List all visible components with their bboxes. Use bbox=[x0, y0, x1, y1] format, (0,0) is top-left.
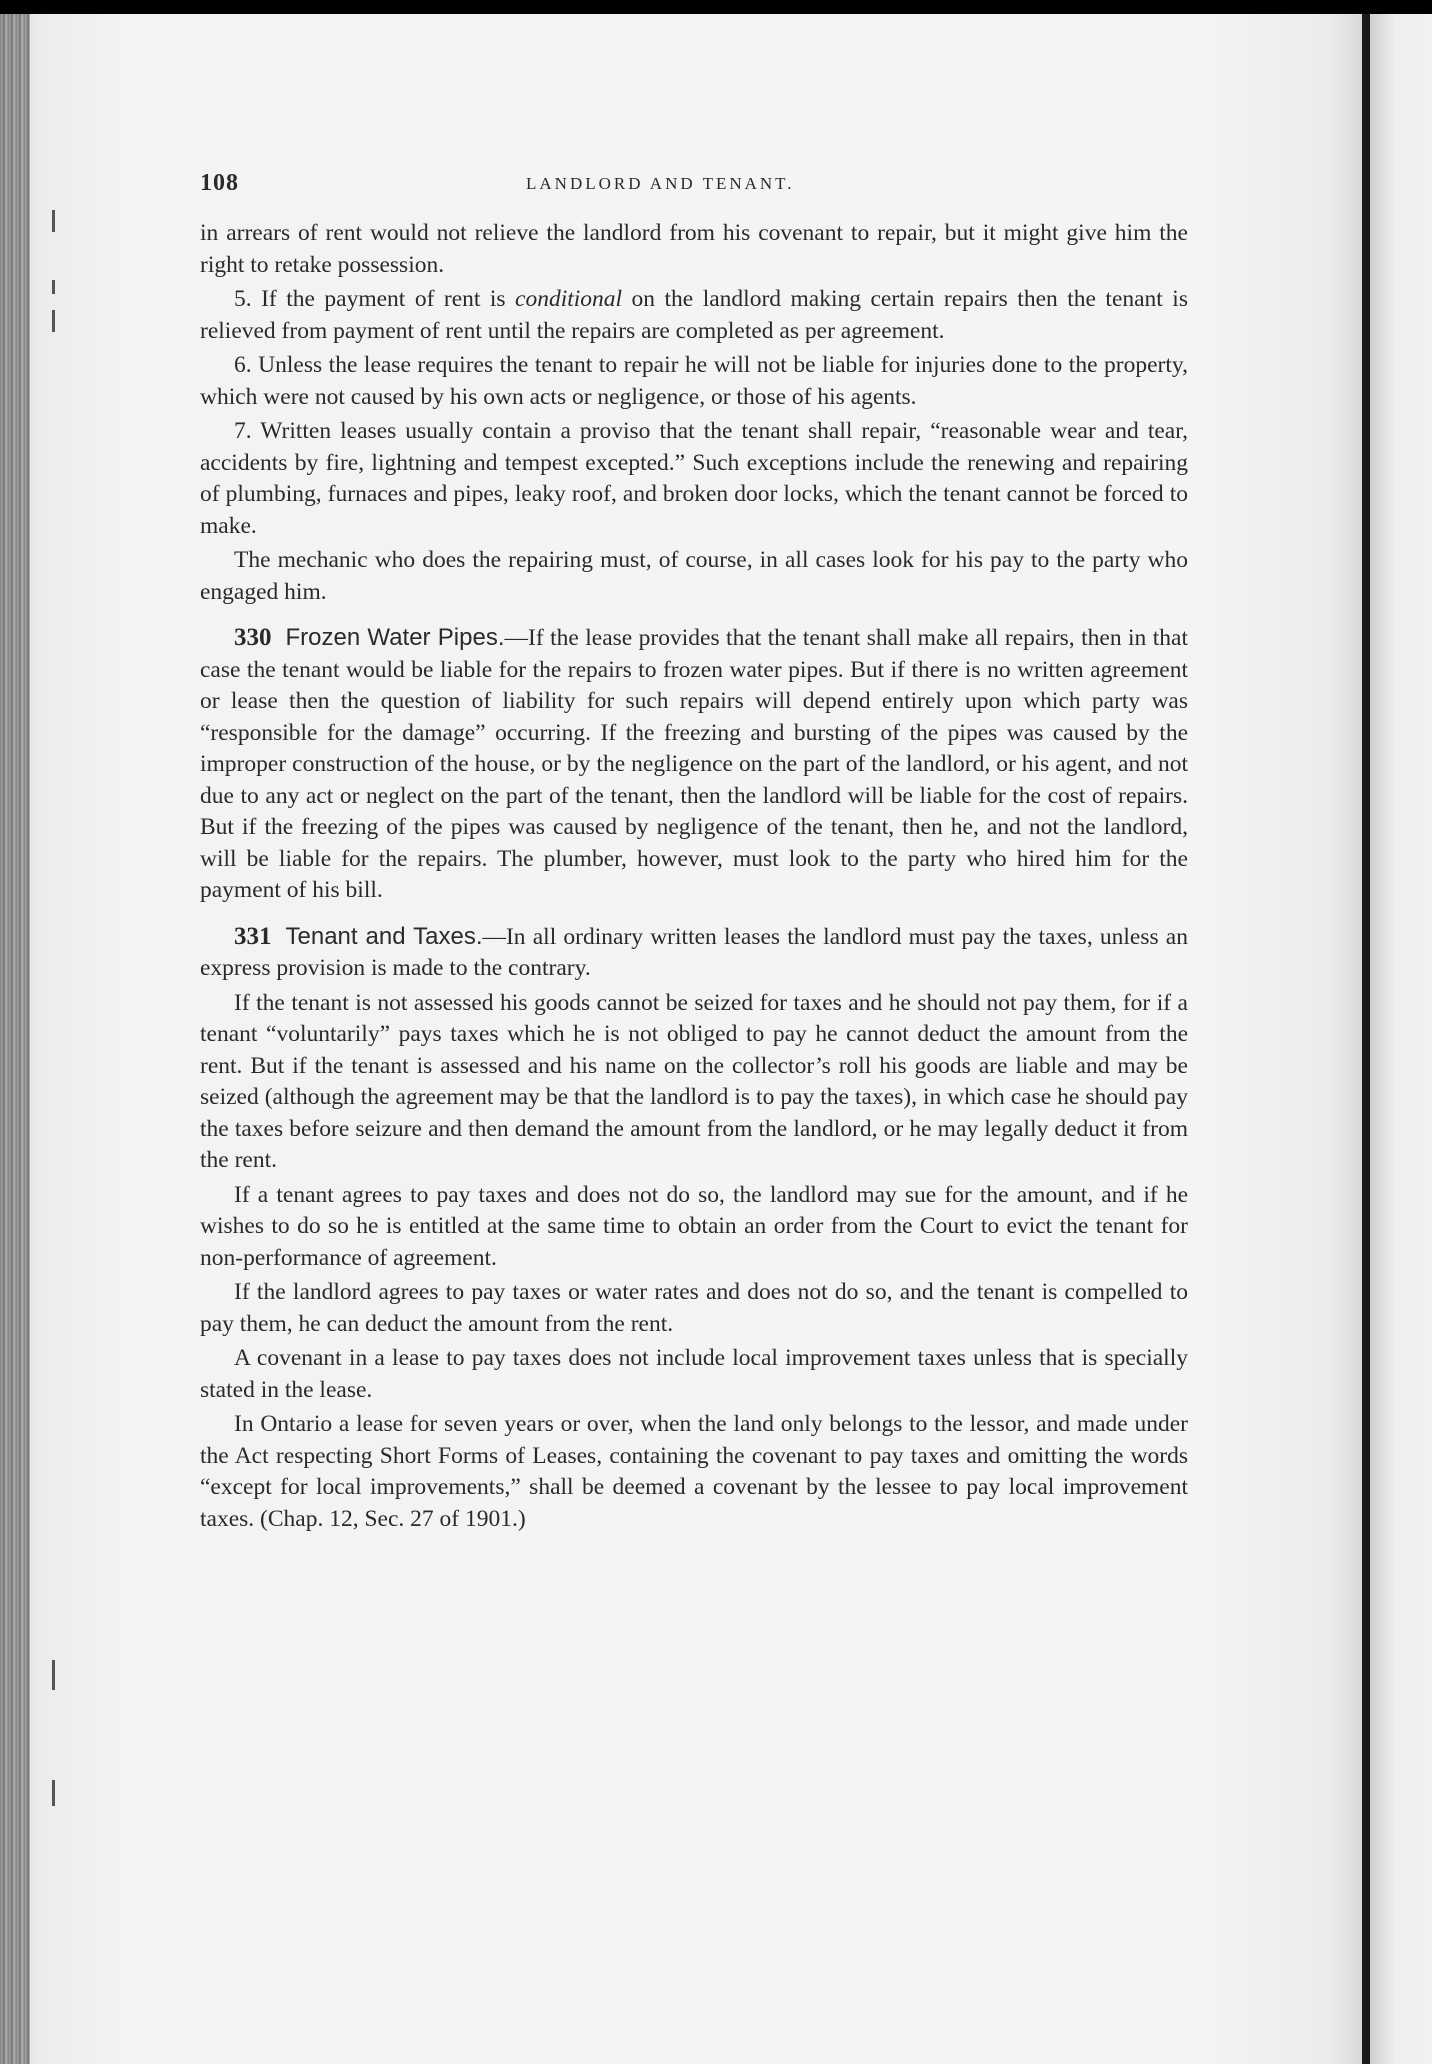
item-5-italic-term: conditional bbox=[515, 286, 623, 312]
section-330-title: Frozen Water Pipes. bbox=[285, 624, 505, 651]
page-number: 108 bbox=[200, 170, 239, 196]
paragraph-continuation: in arrears of rent would not relieve the landlord from his covenant to repair, but it might give him the right to retake possession. bbox=[200, 220, 1188, 278]
section-331-body: —In all ordinary written leases the landlord must pay the taxes, unless an express provision is made to the contrary. bbox=[200, 923, 1188, 981]
running-title: LANDLORD AND TENANT. bbox=[526, 174, 795, 193]
section-331-paragraph-4: A covenant in a lease to pay taxes does not include local improvement taxes unless that is specially stated in the lease. bbox=[200, 1345, 1188, 1403]
section-330-number: 330 bbox=[234, 624, 272, 651]
book-spine-edge bbox=[0, 14, 30, 2064]
section-331-paragraph-3: If the landlord agrees to pay taxes or water rates and does not do so, and the tenant is compelled to pay them, he can deduct the amount from the rent. bbox=[200, 1279, 1188, 1337]
page-text-block bbox=[200, 168, 1188, 1538]
section-331-paragraph-5: In Ontario a lease for seven years or over, when the land only belongs to the lessor, and made under the Act respecting Short Forms of Leases, containing the covenant to pay taxes and omitting the words “except for local improvements,” shall be deemed a covenant by the lessee to pay local improvement taxes. (Chap. 12, Sec. 27 of 1901.) bbox=[200, 1411, 1188, 1532]
paragraph-mechanic: The mechanic who does the repairing must, of course, in all cases look for his pay to the party who engaged him. bbox=[200, 547, 1188, 605]
page-gutter-shadow bbox=[1362, 14, 1370, 2064]
running-head bbox=[200, 168, 1188, 208]
paragraph-item-6: 6. Unless the lease requires the tenant to repair he will not be liable for injuries done to the property, which were not caused by his own acts or negligence, or those of his agents. bbox=[200, 352, 1188, 410]
item-5-text-end: on the landlord making certain repairs then the tenant is relieved from payment of rent until the repairs are completed as per agreement. bbox=[200, 286, 1188, 344]
section-331-number: 331 bbox=[234, 922, 272, 950]
section-330-body: —If the lease provides that the tenant shall make all repairs, then in that case the tenant would be liable for the repairs to frozen water pipes. But if there is no written agreement or lease then the question of liability for such repairs will depend entirely upon which party was “responsible for the damage” occurring. If the freezing and bursting of the pipes was caused by the improper construction of the house, or by the negligence on the part of the landlord, or his agent, and not due to any act or neglect on the part of the tenant, then the landlord will be liable for the cost of repairs. But if the freezing of the pipes was caused by negligence of the tenant, then he, and not the landlord, will be liable for the repairs. The plumber, however, must look to the party who hired him for the payment of his bill. bbox=[200, 625, 1188, 903]
section-331-paragraph-2: If a tenant agrees to pay taxes and does not do so, the landlord may sue for the amount, and if he wishes to do so he is entitled at the same time to obtain an order from the Court to evict the tenant for non-performance of agreement. bbox=[200, 1181, 1188, 1271]
section-331-title: Tenant and Taxes. bbox=[285, 922, 483, 950]
section-331-paragraph-1: If the tenant is not assessed his goods cannot be seized for taxes and he should not pay them, for if a tenant “voluntarily” pays taxes which he is not obliged to pay he cannot deduct the amount from the rent. But if the tenant is assessed and his name on the collector’s roll his goods are liable and may be seized (although the agreement may be that the landlord is to pay the taxes), in which case he should pay the taxes before seizure and then demand the amount from the landlord, or he may legally deduct it from the rent. bbox=[200, 989, 1188, 1173]
section-330 bbox=[200, 622, 1188, 907]
adjacent-page-edge bbox=[1370, 14, 1432, 2064]
paragraph-item-7: 7. Written leases usually contain a proviso that the tenant shall repair, “reasonable wear and tear, accidents by fire, lightning and tempest excepted.” Such exceptions include the renewing and repairing of plumbing, furnaces and pipes, leaky roof, and broken door locks, which the tenant cannot be forced to make. bbox=[200, 418, 1188, 539]
gutter-marks bbox=[52, 180, 60, 1880]
item-5-text-start: 5. If the payment of rent is bbox=[234, 286, 516, 312]
paragraph-item-5 bbox=[200, 284, 1188, 347]
section-331 bbox=[200, 921, 1188, 985]
